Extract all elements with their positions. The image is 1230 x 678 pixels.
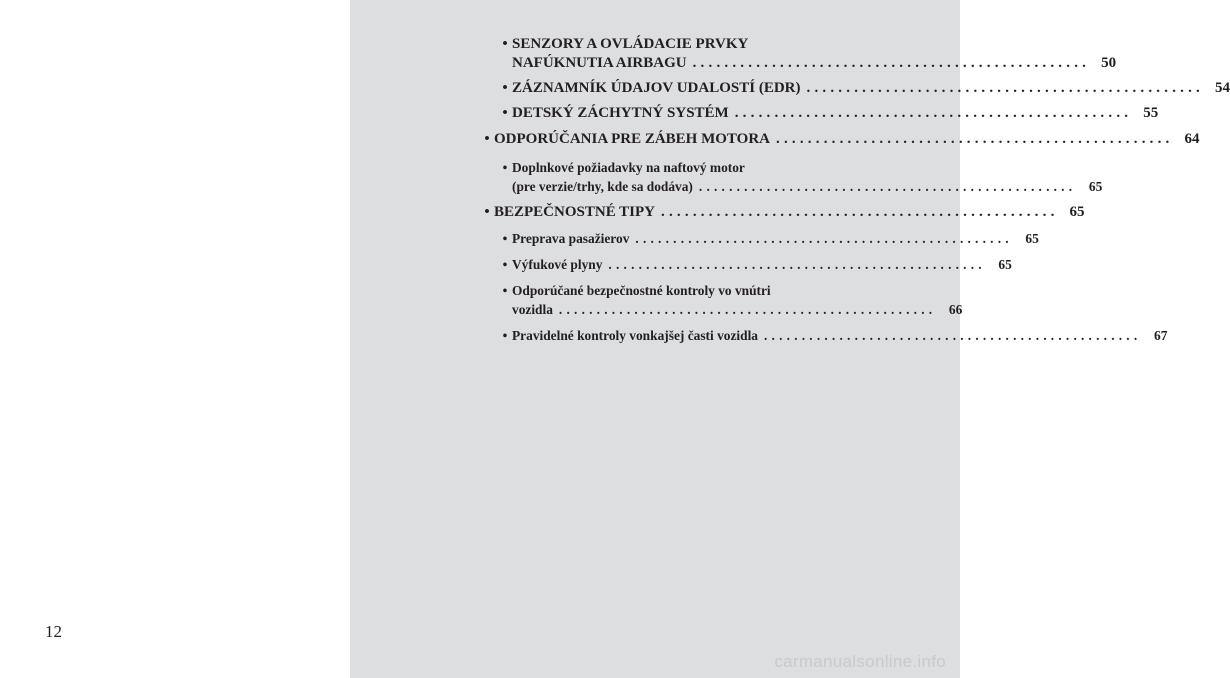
table-of-contents (480, 35, 1230, 345)
toc-entry-page: 54 (1215, 80, 1230, 96)
dot-leader: .................................................. (698, 179, 1077, 194)
toc-entry-page: 67 (1154, 328, 1168, 343)
toc-entry-edr[interactable] (498, 79, 1230, 98)
toc-entry-title: ODPORÚČANIA PRE ZÁBEH MOTORA (494, 131, 770, 147)
dot-leader: .................................................. (692, 55, 1091, 71)
toc-entry-title: Doplnkové požiadavky na naftový motor (512, 160, 745, 175)
toc-entry-exterior-checks[interactable] (498, 326, 1168, 345)
toc-entry-title: Pravidelné kontroly vonkajšej časti vozidla (512, 328, 758, 343)
toc-entry-title: (pre verzie/trhy, kde sa dodáva) (512, 179, 693, 194)
toc-entry-title: Výfukové plyny (512, 257, 603, 272)
page-number: 12 (45, 622, 62, 641)
toc-entry-airbag-sensors[interactable] (498, 35, 1117, 73)
toc-entry-title: vozidla (512, 302, 553, 317)
toc-entry-page: 66 (948, 302, 963, 317)
toc-entry-page: 65 (998, 257, 1012, 272)
bullet-icon: • (502, 257, 508, 272)
toc-entry-page: 65 (1088, 179, 1103, 194)
toc-entry-engine-break-in[interactable] (480, 130, 1200, 149)
bullet-icon: • (502, 231, 508, 246)
dot-leader: .................................................. (764, 328, 1142, 343)
bullet-icon: • (502, 105, 508, 121)
toc-entry-passengers[interactable] (498, 229, 1039, 248)
bullet-icon: • (502, 80, 508, 96)
bullet-icon: • (502, 283, 508, 298)
toc-entry-page: 64 (1184, 131, 1200, 147)
toc-entry-title: Preprava pasažierov (512, 231, 630, 246)
dot-leader: .................................................. (734, 105, 1133, 121)
left-page (0, 0, 350, 678)
bullet-icon: • (502, 328, 508, 343)
dot-leader: .................................................. (558, 302, 937, 317)
dot-leader: .................................................. (806, 80, 1204, 96)
dot-leader: .................................................. (776, 131, 1174, 147)
toc-entry-title: NAFÚKNUTIA AIRBAGU (512, 55, 687, 71)
dot-leader: .................................................. (661, 204, 1059, 220)
toc-entry-interior-checks[interactable] (498, 281, 963, 319)
dot-leader: .................................................. (635, 231, 1013, 246)
toc-entry-diesel-requirements[interactable] (498, 158, 1103, 196)
bullet-icon: • (484, 204, 490, 220)
bullet-icon: • (502, 160, 508, 175)
watermark: carmanualsonline.info (774, 652, 946, 671)
toc-entry-page: 50 (1101, 55, 1117, 71)
toc-entry-page: 65 (1025, 231, 1039, 246)
toc-entry-exhaust-gas[interactable] (498, 255, 1012, 274)
toc-entry-child-restraint[interactable] (498, 104, 1159, 123)
bullet-icon: • (484, 131, 490, 147)
toc-entry-title: BEZPEČNOSTNÉ TIPY (494, 204, 656, 220)
toc-entry-title: DETSKÝ ZÁCHYTNÝ SYSTÉM (512, 105, 729, 121)
toc-entry-page: 65 (1069, 204, 1085, 220)
toc-entry-title: ZÁZNAMNÍK ÚDAJOV UDALOSTÍ (EDR) (512, 80, 801, 96)
toc-entry-title: Odporúčané bezpečnostné kontroly vo vnútri (512, 283, 771, 298)
bullet-icon: • (502, 36, 508, 52)
toc-entry-page: 55 (1143, 105, 1159, 121)
toc-entry-safety-tips[interactable] (480, 203, 1085, 222)
toc-entry-title: SENZORY A OVLÁDACIE PRVKY (512, 36, 749, 52)
dot-leader: .................................................. (608, 257, 986, 272)
